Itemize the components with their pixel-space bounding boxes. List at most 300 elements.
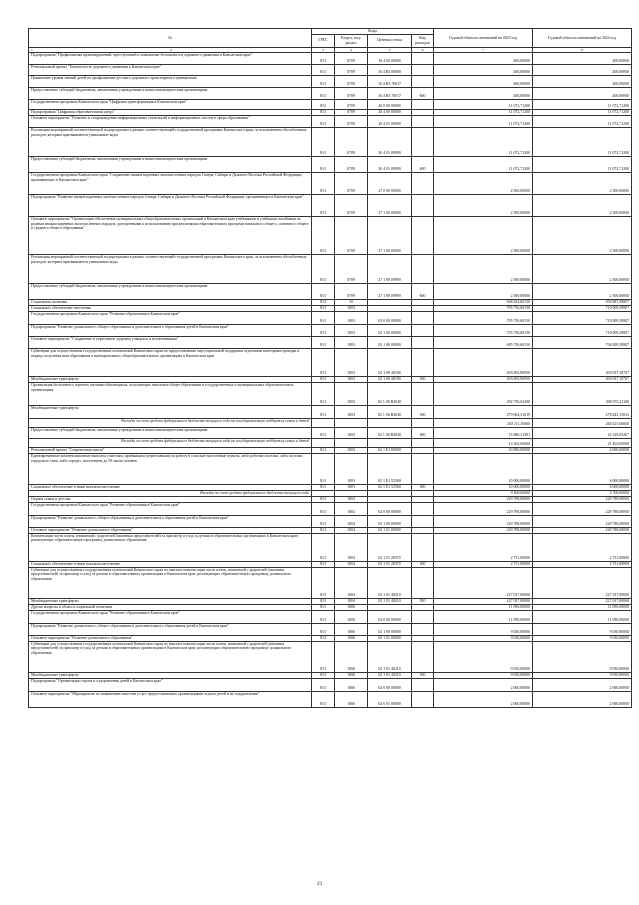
row-cs: 02 1 00 00000 xyxy=(368,324,412,336)
row-grbs: 813 xyxy=(312,172,335,194)
row-amount-2023: 10 000,00000 xyxy=(434,447,533,453)
row-grbs: 813 xyxy=(312,99,335,109)
row-cs: 20 4 00 00000 xyxy=(368,109,412,115)
table-row-note xyxy=(29,418,632,427)
row-amount-2024: 2 500,00000 xyxy=(533,172,632,194)
row-vr xyxy=(412,216,434,254)
row-grbs: 813 xyxy=(312,75,335,87)
row-vr xyxy=(412,52,434,64)
row-amount-2023: 11 090,00000 xyxy=(434,604,533,610)
row-vr xyxy=(412,64,434,75)
row-cs: 27 1 08 09990 xyxy=(368,283,412,299)
row-name: Межбюджетные трансферты xyxy=(29,405,312,418)
table-row-note xyxy=(29,438,632,447)
header-name: № xyxy=(29,29,312,48)
row-vr xyxy=(412,99,434,109)
row-grbs: 813 xyxy=(312,672,335,678)
row-cs: 02 0 00 00000 xyxy=(368,311,412,324)
row-amount-2024: 11 072,71200 xyxy=(533,127,632,156)
row-grbs: 813 xyxy=(312,64,335,75)
header-2024: Годовой объем ассигнований на 2024 год xyxy=(533,29,632,48)
row-grbs: 813 xyxy=(312,305,335,311)
row-vr: 600 xyxy=(412,427,434,438)
row-grbs: 813 xyxy=(312,216,335,254)
row-name: Основное мероприятие "Развитие и сопровождение информационных технологий и информационных систем в сфере образования" xyxy=(29,115,312,127)
row-cs: 27 1 08 09990 xyxy=(368,254,412,283)
row-amount-2023: 9 500,00000 xyxy=(434,490,533,496)
row-cs: 02 1 E1 52560 xyxy=(368,453,412,484)
row-cs: 02 1 06 00000 xyxy=(368,336,412,348)
row-amount-2023: 2 751,00000 xyxy=(434,533,533,561)
row-amount-2024: 2 500,00000 xyxy=(533,216,632,254)
row-name: Основное мероприятие "Организация обеспечения муниципальных общеобразовательных организаций в Камчатском крае учебниками и учебными пособиями по родным языкам коренных малочисленных народов, допущенными к использованию при реализации образовательных программ начального общего, основного общего и среднего общего образования" xyxy=(29,216,312,254)
row-amount-2024: 710 009,39807 xyxy=(533,311,632,324)
row-amount-2023: 13 686,31581 xyxy=(434,427,533,438)
row-grbs: 813 xyxy=(312,299,335,305)
table-row xyxy=(29,382,632,405)
row-cs: 02 1 E1 00000 xyxy=(368,447,412,453)
row-vr xyxy=(412,115,434,127)
row-cs: 02 1 01 00000 xyxy=(368,635,412,641)
row-name: Единовременные компенсационные выплаты учителям, прибывшим (переехавшим) на работу в сельские населенные пункты, либо рабочие поселки, либо поселки городского типа, либо города с населением до 50 тысяч человек xyxy=(29,453,312,484)
row-razdel: 0709 xyxy=(335,115,368,127)
row-amount-2023: 13 002,00000 xyxy=(434,438,533,447)
row-amount-2024: 2 060,00000 xyxy=(533,678,632,691)
row-amount-2023: 10 000,00000 xyxy=(434,484,533,490)
row-razdel: 0709 xyxy=(335,254,368,283)
row-name: Региональный проект "Современная школа" xyxy=(29,447,312,453)
row-amount-2023: 705 756,60150 xyxy=(434,305,533,311)
row-name: Основное мероприятие "Развитие дошкольного образования" xyxy=(29,527,312,533)
row-razdel: 0709 xyxy=(335,109,368,115)
table-row xyxy=(29,216,632,254)
row-razdel: 0709 xyxy=(335,156,368,172)
row-amount-2023: 11 072,71200 xyxy=(434,99,533,109)
row-cs: 02 0 00 00000 xyxy=(368,502,412,515)
row-amount-2024: 403 037,18707 xyxy=(533,376,632,382)
row-amount-2024: 403 037,18707 xyxy=(533,348,632,376)
row-vr: 600 xyxy=(412,283,434,299)
row-amount-2024: 11 072,71200 xyxy=(533,156,632,172)
row-vr xyxy=(412,348,434,376)
row-vr xyxy=(412,641,434,672)
row-razdel: 1006 xyxy=(335,691,368,707)
row-cs: 02 6 01 00000 xyxy=(368,691,412,707)
row-name: Государственная программа Камчатского края "Цифровая трансформация в Камчатском крае" xyxy=(29,99,312,109)
row-grbs: 813 xyxy=(312,641,335,672)
row-amount-2024: 710 009,39807 xyxy=(533,324,632,336)
row-amount-2024: 2 500,00000 xyxy=(533,194,632,216)
row-amount-2023: 400,00000 xyxy=(434,87,533,99)
row-amount-2024: 229 788,00000 xyxy=(533,502,632,515)
row-razdel: 1003 xyxy=(335,348,368,376)
row-vr xyxy=(412,515,434,527)
row-name: Подпрограмма "Профилактика правонарушений, преступлений и повышение безопасности дорожного движения в Камчатском крае" xyxy=(29,52,312,64)
row-amount-2023: 9 030,00000 xyxy=(434,635,533,641)
row-amount-2024: 710 009,39807 xyxy=(533,305,632,311)
table-row xyxy=(29,502,632,515)
row-razdel: 1006 xyxy=(335,641,368,672)
row-amount-2023: 227 037,00000 xyxy=(434,567,533,598)
row-grbs: 813 xyxy=(312,127,335,156)
row-name: Основное мероприятие "Мероприятия по повышению качества услуг, предоставляемых организациями отдыха детей и их оздоровления" xyxy=(29,691,312,707)
row-amount-2024: 2 751,00000 xyxy=(533,533,632,561)
row-razdel xyxy=(335,418,368,427)
row-cs: 02 1 01 40210 xyxy=(368,567,412,598)
row-grbs: 813 xyxy=(312,156,335,172)
row-name: Основное мероприятие "Сохранение и укрепление здоровья учащихся и воспитанников" xyxy=(29,336,312,348)
row-cs: 02 6 00 00000 xyxy=(368,678,412,691)
row-amount-2023: 11 072,71200 xyxy=(434,115,533,127)
row-cs: 02 1 00 00000 xyxy=(368,623,412,635)
row-amount-2024: 21 402,60000 xyxy=(533,438,632,447)
row-razdel: 1006 xyxy=(335,672,368,678)
row-amount-2024: 400,00000 xyxy=(533,87,632,99)
row-razdel: 1003 xyxy=(335,324,368,336)
row-cs: 02 1 06 40180 xyxy=(368,376,412,382)
row-cs: 02 0 00 00000 xyxy=(368,610,412,623)
table-row xyxy=(29,405,632,418)
row-vr xyxy=(412,127,434,156)
row-razdel: 1003 xyxy=(335,484,368,490)
row-razdel: 10 xyxy=(335,299,368,305)
row-vr xyxy=(412,623,434,635)
row-amount-2023: 11 090,00000 xyxy=(434,610,533,623)
row-amount-2024: 11 072,71200 xyxy=(533,115,632,127)
table-row xyxy=(29,691,632,707)
row-amount-2024: 11 090,00000 xyxy=(533,610,632,623)
header-index: 1 2 xyxy=(29,47,312,52)
table-row xyxy=(29,172,632,194)
row-grbs: 813 xyxy=(312,382,335,405)
row-cs: 02 1 01 40210 xyxy=(368,641,412,672)
row-grbs xyxy=(312,438,335,447)
budget-table xyxy=(28,28,632,708)
table-row xyxy=(29,324,632,336)
row-razdel: 1006 xyxy=(335,610,368,623)
row-name: Подпрограмма "Развитие дошкольного, общего образования и дополнительного образования детей в Камчатском крае" xyxy=(29,623,312,635)
row-grbs: 813 xyxy=(312,52,335,64)
row-cs: 02 1 06 R3040 xyxy=(368,405,412,418)
row-razdel: 1004 xyxy=(335,567,368,598)
row-vr: 500 xyxy=(412,672,434,678)
row-cs: 02 1 06 R3040 xyxy=(368,382,412,405)
header-cs: Целевая статья xyxy=(368,34,412,47)
row-cs: 02 1 00 00000 xyxy=(368,515,412,527)
row-vr xyxy=(412,438,434,447)
row-razdel: 1003 xyxy=(335,427,368,438)
row-amount-2023: 11 072,71200 xyxy=(434,156,533,172)
row-cs: 02 1 01 40210 xyxy=(368,598,412,604)
row-razdel: 1004 xyxy=(335,527,368,533)
row-grbs: 813 xyxy=(312,623,335,635)
row-amount-2024: 11 072,71200 xyxy=(533,99,632,109)
row-cs: 02 1 06 R3040 xyxy=(368,427,412,438)
row-cs: 02 1 01 20370 xyxy=(368,561,412,567)
row-amount-2023: 705 756,60150 xyxy=(434,311,533,324)
row-vr xyxy=(412,678,434,691)
row-grbs: 813 xyxy=(312,336,335,348)
row-name: Субвенции для осуществления государственных полномочий Камчатского края по выплате компенсации части платы, взимаемой с родителей (законных представителей) за присмотр и уход за детьми в образовательных организациях в Камчатском крае, реализующих образовательную программу дошкольного образования xyxy=(29,567,312,598)
row-amount-2024: 6 000,00000 xyxy=(533,447,632,453)
row-cs: 02 1 01 00000 xyxy=(368,527,412,533)
row-vr xyxy=(412,567,434,598)
row-vr xyxy=(412,311,434,324)
row-razdel: 1003 xyxy=(335,382,368,405)
row-amount-2023: 403 005,96950 xyxy=(434,376,533,382)
row-grbs: 813 xyxy=(312,610,335,623)
row-name: Предоставление субсидий бюджетным, автономным учреждениям и иным некоммерческим организациям xyxy=(29,427,312,438)
table-row xyxy=(29,623,632,635)
row-name: Межбюджетные трансферты xyxy=(29,672,312,678)
row-amount-2024: 22 529,05267 xyxy=(533,427,632,438)
row-amount-2023: 227 037,00000 xyxy=(434,598,533,604)
row-razdel: 0709 xyxy=(335,64,368,75)
row-vr xyxy=(412,194,434,216)
row-vr xyxy=(412,172,434,194)
table-body xyxy=(29,52,632,707)
row-name: Подпрограмма "Организация отдыха и оздоровления детей в Камчатском крае" xyxy=(29,678,312,691)
row-razdel: 0709 xyxy=(335,127,368,156)
row-name: Реализация мероприятий соответствующей подпрограммы в рамках соответствующей государственной программы Камчатского края, за исключением обособленных расходов, которым присваиваются уникальные коды xyxy=(29,127,312,156)
row-amount-2024: 229 788,00000 xyxy=(533,527,632,533)
row-amount-2024: 400,00000 xyxy=(533,52,632,64)
row-grbs: 813 xyxy=(312,561,335,567)
row-amount-2023: 229 788,00000 xyxy=(434,496,533,502)
row-cs: 27 1 00 00000 xyxy=(368,194,412,216)
row-amount-2024: 9 030,00000 xyxy=(533,672,632,678)
row-amount-2024: 2 500,00000 xyxy=(533,254,632,283)
row-razdel: 0709 xyxy=(335,194,368,216)
row-vr xyxy=(412,382,434,405)
row-amount-2024: 229 788,00000 xyxy=(533,496,632,502)
row-grbs: 813 xyxy=(312,283,335,299)
row-amount-2023: 2 060,00000 xyxy=(434,691,533,707)
row-amount-2024: 9 030,00000 xyxy=(533,635,632,641)
row-name: Компенсация части платы, взимаемой с родителей (законных представителей) за присмотр и уход за детьми в образовательных организациях в Камчатском крае, реализующих образовательную программу дошкольного образования xyxy=(29,533,312,561)
row-amount-2024: 704 009,39807 xyxy=(533,336,632,348)
row-grbs: 813 xyxy=(312,515,335,527)
row-name: Другие вопросы в области социальной политики xyxy=(29,604,312,610)
row-razdel: 1006 xyxy=(335,604,368,610)
row-amount-2024: 9 030,00000 xyxy=(533,623,632,635)
row-amount-2023: 9 030,00000 xyxy=(434,623,533,635)
row-amount-2023: 695 756,60150 xyxy=(434,336,533,348)
row-grbs: 813 xyxy=(312,484,335,490)
row-razdel: 1004 xyxy=(335,561,368,567)
table-row xyxy=(29,64,632,75)
row-name: Предоставление субсидий бюджетным, автономным учреждениям и иным некоммерческим организациям xyxy=(29,156,312,172)
row-name: Межбюджетные трансферты xyxy=(29,598,312,604)
row-grbs: 813 xyxy=(312,567,335,598)
row-grbs: 813 xyxy=(312,533,335,561)
row-name: Предоставление субсидий бюджетным, автономным учреждениям и иным некоммерческим организациям xyxy=(29,283,312,299)
row-name: Субвенции для осуществления государственных полномочий Камчатского края по предоставлению мер социальной поддержки отдельным категориям граждан в период получения ими образования в муниципальных общеобразовательных организациях в Камчатском крае xyxy=(29,348,312,376)
row-amount-2023: 279 064,31619 xyxy=(434,405,533,418)
row-name: Предоставление субсидий бюджетным, автономным учреждениям и иным некоммерческим организациям xyxy=(29,87,312,99)
row-grbs: 813 xyxy=(312,496,335,502)
row-razdel: 0709 xyxy=(335,283,368,299)
table-row xyxy=(29,515,632,527)
row-razdel: 1004 xyxy=(335,515,368,527)
row-grbs: 813 xyxy=(312,691,335,707)
row-amount-2023: 705 756,60150 xyxy=(434,324,533,336)
table-row xyxy=(29,254,632,283)
header-codes: Коды xyxy=(312,29,434,35)
row-cs: 16 4 R3 70017 xyxy=(368,87,412,99)
row-name: Подпрограмма "Цифровая образовательная среда" xyxy=(29,109,312,115)
row-name: Расходы за счет средств федерального бюджета текущего года xyxy=(29,490,312,496)
row-grbs: 813 xyxy=(312,405,335,418)
row-razdel: 1004 xyxy=(335,496,368,502)
row-name: Подпрограмма "Развитие языков коренных малочисленных народов Севера, Сибири и Дальнего Востока Российской Федерации, проживающих в Камчатском крае" xyxy=(29,194,312,216)
row-cs: 27 1 08 00000 xyxy=(368,216,412,254)
table-row xyxy=(29,336,632,348)
row-razdel: 1006 xyxy=(335,623,368,635)
row-vr xyxy=(412,75,434,87)
table-row xyxy=(29,99,632,109)
row-razdel: 1003 xyxy=(335,336,368,348)
row-razdel: 1003 xyxy=(335,305,368,311)
budget-table-sheet xyxy=(28,28,631,708)
row-razdel: 0709 xyxy=(335,75,368,87)
row-cs: 02 1 06 40180 xyxy=(368,348,412,376)
table-row xyxy=(29,283,632,299)
row-grbs: 813 xyxy=(312,604,335,610)
row-amount-2023: 9 030,00000 xyxy=(434,641,533,672)
row-amount-2023: 2 060,00000 xyxy=(434,678,533,691)
row-amount-2023: 2 500,00000 xyxy=(434,283,533,299)
header-index: 5 xyxy=(368,47,412,52)
row-vr: 500 xyxy=(412,376,434,382)
row-amount-2024: 2 060,00000 xyxy=(533,691,632,707)
row-amount-2023: 9 030,00000 xyxy=(434,672,533,678)
row-name: Региональный проект "Безопасность дорожного движения в Камчатском крае" xyxy=(29,64,312,75)
row-grbs: 813 xyxy=(312,678,335,691)
header-index: 4 xyxy=(335,47,368,52)
row-vr xyxy=(412,324,434,336)
row-razdel: 1004 xyxy=(335,598,368,604)
row-razdel: 0709 xyxy=(335,172,368,194)
table-row xyxy=(29,87,632,99)
row-amount-2023: 946 634,60150 xyxy=(434,299,533,305)
row-razdel: 1004 xyxy=(335,502,368,515)
header-2023: Годовой объем ассигнований на 2023 год xyxy=(434,29,533,48)
row-name: Государственная программа Камчатского края "Развитие образования в Камчатском крае" xyxy=(29,311,312,324)
row-amount-2023: 400,00000 xyxy=(434,64,533,75)
row-grbs: 813 xyxy=(312,254,335,283)
row-grbs: 813 xyxy=(312,376,335,382)
row-amount-2023: 229 788,00000 xyxy=(434,527,533,533)
row-cs xyxy=(368,438,412,447)
row-cs xyxy=(368,418,412,427)
row-amount-2023: 2 751,00000 xyxy=(434,561,533,567)
row-razdel: 1003 xyxy=(335,405,368,418)
row-grbs: 813 xyxy=(312,447,335,453)
row-amount-2024: 6 000,00000 xyxy=(533,453,632,484)
row-grbs: 813 xyxy=(312,348,335,376)
table-row xyxy=(29,533,632,561)
row-cs: 16 4 R3 70017 xyxy=(368,75,412,87)
row-vr: 600 xyxy=(412,156,434,172)
row-name: Расходы за счет средств федерального бюджета текущего года на государственную поддержку семьи и детей xyxy=(29,438,312,447)
row-cs: 20 4 01 09990 xyxy=(368,127,412,156)
row-vr xyxy=(412,691,434,707)
row-cs: 20 4 01 09990 xyxy=(368,156,412,172)
row-amount-2023: 10 000,00000 xyxy=(434,453,533,484)
row-grbs: 813 xyxy=(312,194,335,216)
row-razdel: 1003 xyxy=(335,447,368,453)
row-name: Государственная программа Камчатского края "Развитие образования в Камчатском крае" xyxy=(29,502,312,515)
table-row xyxy=(29,427,632,438)
row-name: Социальная политика xyxy=(29,299,312,305)
row-amount-2023: 11 072,71200 xyxy=(434,127,533,156)
row-grbs: 813 xyxy=(312,527,335,533)
row-grbs: 813 xyxy=(312,453,335,484)
row-amount-2023: 229 788,00000 xyxy=(434,515,533,527)
row-amount-2024: 11 090,00000 xyxy=(533,604,632,610)
row-grbs: 813 xyxy=(312,115,335,127)
page-number: 23 xyxy=(317,882,322,887)
row-vr: 300 xyxy=(412,484,434,490)
row-grbs: 813 xyxy=(312,598,335,604)
row-razdel: 1006 xyxy=(335,635,368,641)
row-amount-2024: 264 521,00000 xyxy=(533,418,632,427)
row-razdel: 1004 xyxy=(335,533,368,561)
row-vr xyxy=(412,533,434,561)
row-amount-2024: 5 700,00000 xyxy=(533,490,632,496)
row-razdel: 0709 xyxy=(335,216,368,254)
table-row xyxy=(29,194,632,216)
row-cs: 16 4 R3 00000 xyxy=(368,64,412,75)
table-row xyxy=(29,75,632,87)
table-row xyxy=(29,453,632,484)
row-razdel: 1003 xyxy=(335,376,368,382)
row-name: Охрана семьи и детства xyxy=(29,496,312,502)
table-row xyxy=(29,115,632,127)
row-vr: 500 xyxy=(412,598,434,604)
row-amount-2024: 227 037,00000 xyxy=(533,598,632,604)
row-razdel: 0709 xyxy=(335,99,368,109)
header-index: 6 xyxy=(412,47,434,52)
row-amount-2023: 2 500,00000 xyxy=(434,194,533,216)
row-amount-2023: 229 788,00000 xyxy=(434,502,533,515)
row-razdel: 0709 xyxy=(335,52,368,64)
row-cs: 20 0 00 00000 xyxy=(368,99,412,109)
row-vr: 300 xyxy=(412,561,434,567)
row-vr xyxy=(412,336,434,348)
row-amount-2024: 227 037,00000 xyxy=(533,567,632,598)
row-name: Реализация мероприятий соответствующей подпрограммы в рамках соответствующей государственной программы Камчатского края, за исключением обособленных расходов, которым присваиваются уникальные коды xyxy=(29,254,312,283)
row-grbs xyxy=(312,418,335,427)
row-amount-2024: 278 443,15633 xyxy=(533,405,632,418)
row-name: Организация бесплатного горячего питания обучающихся, получающих начальное общее образование в государственных и муниципальных образовательных организациях xyxy=(29,382,312,405)
row-vr xyxy=(412,254,434,283)
row-amount-2024: 6 000,00000 xyxy=(533,484,632,490)
row-amount-2024: 11 072,71200 xyxy=(533,109,632,115)
row-amount-2023: 2 500,00000 xyxy=(434,254,533,283)
row-amount-2023: 400,00000 xyxy=(434,52,533,64)
row-amount-2024: 2 500,00000 xyxy=(533,283,632,299)
header-index: 7 xyxy=(434,47,533,52)
row-cs: 20 4 01 00000 xyxy=(368,115,412,127)
table-row xyxy=(29,567,632,598)
table-row xyxy=(29,641,632,672)
row-cs: 16 4 00 00000 xyxy=(368,52,412,64)
table-row xyxy=(29,348,632,376)
row-amount-2023: 292 750,63200 xyxy=(434,382,533,405)
header-razdel: Раздел, под-раздел xyxy=(335,34,368,47)
